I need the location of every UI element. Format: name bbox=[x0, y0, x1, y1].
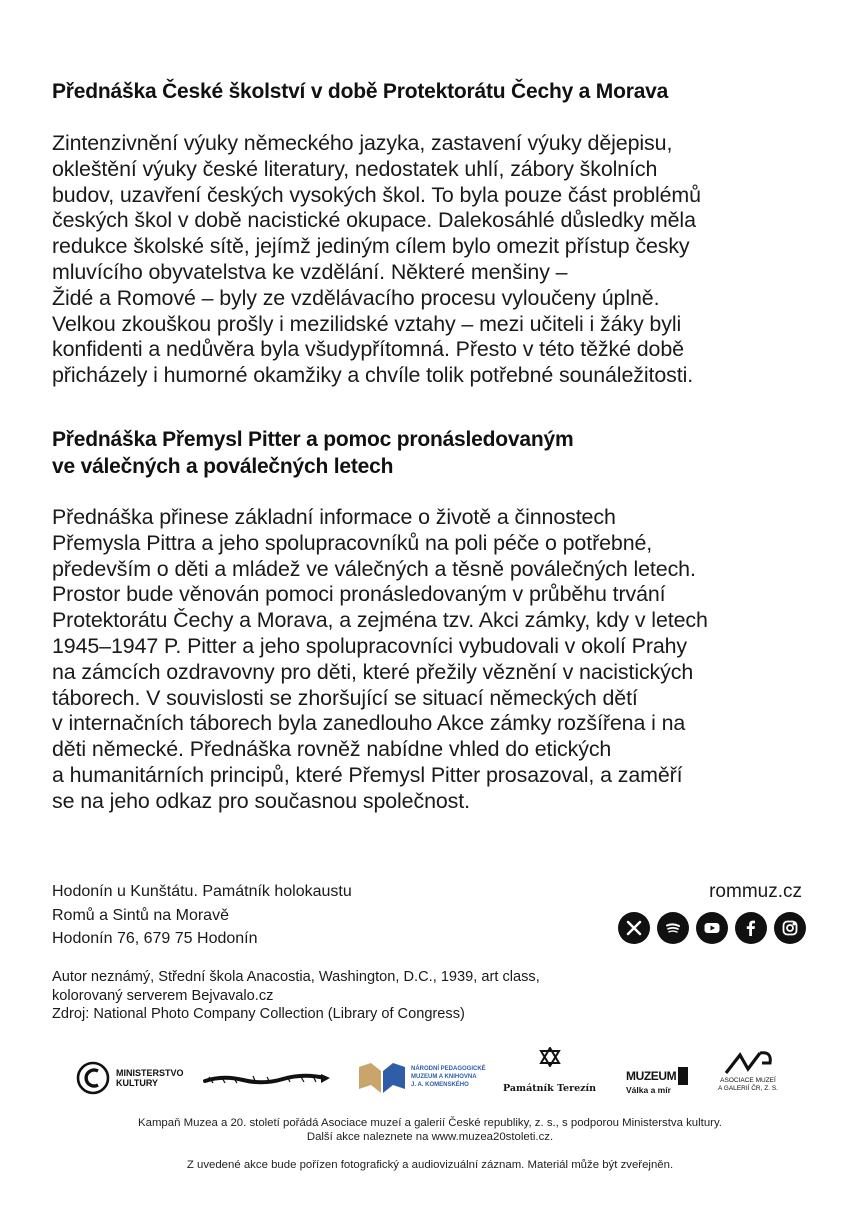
instagram-icon[interactable] bbox=[774, 912, 806, 944]
spotify-icon[interactable] bbox=[657, 912, 689, 944]
footer-campaign-note: Kampaň Muzea a 20. století pořádá Asociace muzeí a galerií České republiky, z. s., s podporou Ministerstva kultury. Další akce naleznete na www.muzea20stoleti.cz. bbox=[138, 1117, 722, 1143]
ministerstvo-emblem-icon bbox=[76, 1061, 110, 1095]
partner-logos bbox=[0, 1045, 860, 1101]
social-icons bbox=[618, 912, 806, 944]
amg-logo: ASOCIACE MUZEÍ A GALERIÍ ČR, Z. S. bbox=[718, 1049, 778, 1092]
star-of-david-icon bbox=[539, 1047, 561, 1067]
muzeum-20-badge bbox=[678, 1067, 688, 1085]
footer-recording-notice: Z uvedené akce bude pořízen fotografický a audiovizuální záznam. Materiál může být zveřejněn. bbox=[186, 1159, 674, 1171]
book-icon bbox=[357, 1059, 407, 1095]
lecture-1-heading: Přednáška České školství v době Protektorátu Čechy a Morava bbox=[52, 80, 669, 103]
script-pen-logo bbox=[203, 1069, 331, 1089]
lecture-2-heading: Přednáška Přemysl Pitter a pomoc pronásledovaným ve válečných a poválečných letech bbox=[52, 428, 574, 478]
website-link[interactable]: rommuz.cz bbox=[709, 881, 802, 902]
youtube-icon[interactable] bbox=[696, 912, 728, 944]
image-credit: Autor neznámý, Střední škola Anacostia, Washington, D.C., 1939, art class, kolorovaný serverem Bejvavalo.cz Zdroj: National Photo Company Collection (Library of Congress) bbox=[52, 969, 540, 1022]
lecture-2-description: Přednáška přinese základní informace o životě a činnostech Přemysla Pittra a jeho spolupracovníků na poli péče o potřebné, především o děti a mládež ve válečných a těsně poválečných letech. Prostor bude věnován pomoci pronásledovaným v průběhu trvání Protektorátu Čechy a Morava, a zejména tzv. Akci zámky, kdy v letech 1945–1947 P. Pitter a jeho spolupracovníci vybudovali v okolí Prahy na zámcích ozdravovny pro děti, které přežily věznění v nacistických táborech. V souvislosti se zhoršující se situací německých dětí v internačních táborech byla zanedlouho Akce zámky rozšířena i na děti německé. Přednáška rovněž nabídne vhled do etických a humanitárních principů, které Přemysl Pitter prosazoval, a zaměří se na jeho odkaz pro současnou společnost. bbox=[52, 505, 708, 813]
venue-address: Hodonín u Kunštátu. Památník holokaustu Romů a Sintů na Moravě Hodonín 76, 679 75 Hodonín bbox=[52, 883, 352, 947]
amg-mark-icon bbox=[722, 1049, 774, 1077]
lecture-1-description: Zintenzivnění výuky německého jazyka, zastavení výuky dějepisu, okleštění výuky české literatury, nedostatek uhlí, zábory školních budov, uzavření českých vysokých škol. To byla pouze část problémů českých škol v době nacistické okupace. Dalekosáhlé důsledky měla redukce školské sítě, jejímž jediným cílem bylo omezit přístup česky mluvícího obyvatelstva ke vzdělání. Některé menšiny – Židé a Romové – byly ze vzdělávacího procesu vyloučeny úplně. Velkou zkouškou prošly i mezilidské vztahy – mezi učiteli i žáky byli konfidenti a nedůvěra byla všudypřítomná. Přesto v této těžké době přicházely i humorné okamžiky a chvíle tolik potřebné sounáležitosti. bbox=[52, 131, 701, 388]
ministerstvo-kultury-logo: MINISTERSTVO KULTURY bbox=[76, 1061, 184, 1095]
pedagogicke-muzeum-logo: NÁRODNÍ PEDAGOGICKÉ MUZEUM A KNIHOVNA J. A. KOMENSKÉHO bbox=[357, 1059, 486, 1095]
facebook-icon[interactable] bbox=[735, 912, 767, 944]
x-icon[interactable] bbox=[618, 912, 650, 944]
muzeum-20-logo: MUZEUM Válka a mír bbox=[626, 1067, 688, 1095]
pamatnik-terezin-logo: Památník Terezín bbox=[503, 1047, 596, 1094]
